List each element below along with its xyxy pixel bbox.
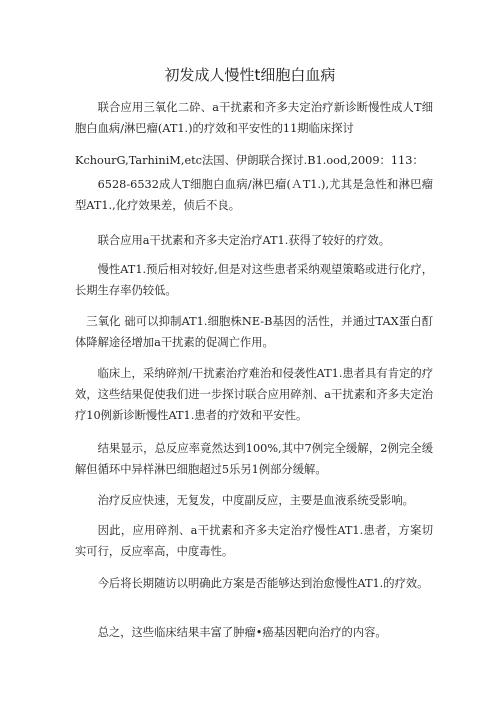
paragraph-7: 临床上，采纳碎剂/干扰素治疗难治和侵袭性AT1.患者具有肯定的疗效，这些结果促使我们进一步探讨联合应用碎剂、a干扰素和齐多夫定治疗10例新诊断慢性AT1.患者的疗效和平安性。	[75, 367, 433, 422]
paragraph-4: 联合应用a干扰素和齐多夫定治疗AT1.获得了较好的疗效。	[97, 234, 391, 247]
paragraph-10: 因此，应用碎剂、a干扰素和齐多夫定治疗慢性AT1.患者，方案切实可行，反应率高，中度毒性。	[75, 524, 433, 558]
paragraph-12: 总之，这些临床结果丰富了肿瘤•癌基因靶向治疗的内容。	[97, 626, 387, 639]
paragraph-3: 6528-6532成人T细胞白血病/淋巴瘤(ＡT1.),尤其是急性和淋巴瘤型AT1.,化疗效果差，侦后不良。	[75, 178, 433, 212]
paragraph-9: 治疗反应快速，无复发，中度副反应，主要是血液系统受影响。	[97, 494, 414, 507]
paragraph-8: 结果显示，总反应率竟然达到100%,其中7例完全缓解，2例完全缓解但循环中异样淋巴细胞超过5乐另1例部分缓解。	[75, 442, 433, 476]
paragraph-11: 今后将长期随访以明确此方案是否能够达到治愈慢性AT1.的疗效。	[97, 577, 429, 590]
document-title: 初发成人慢性t细胞白血病	[164, 66, 336, 84]
paragraph-2: KchourG,TarhiniM,etc法国、伊朗联合探讨.B1.ood,2009：113：	[75, 154, 424, 167]
paragraph-6: 三氧化 础可以抑制AT1.细胞株NE-B基因的活性，并通过TAX蛋白酊体降解途径增加a干扰素的促凋亡作用。	[75, 315, 433, 349]
paragraph-1: 联合应用三氧化二砕、a干扰素和齐多夫定治疗新诊断慢性成人T细胞白血病/淋巴瘤(AT1.)的疗效和平安性的11期临床探讨	[75, 101, 433, 135]
paragraph-5: 慢性AT1.预后相对较好,但是对这些患者采纳观望策略或进行化疗，长期生存率仍较低。	[75, 263, 433, 297]
